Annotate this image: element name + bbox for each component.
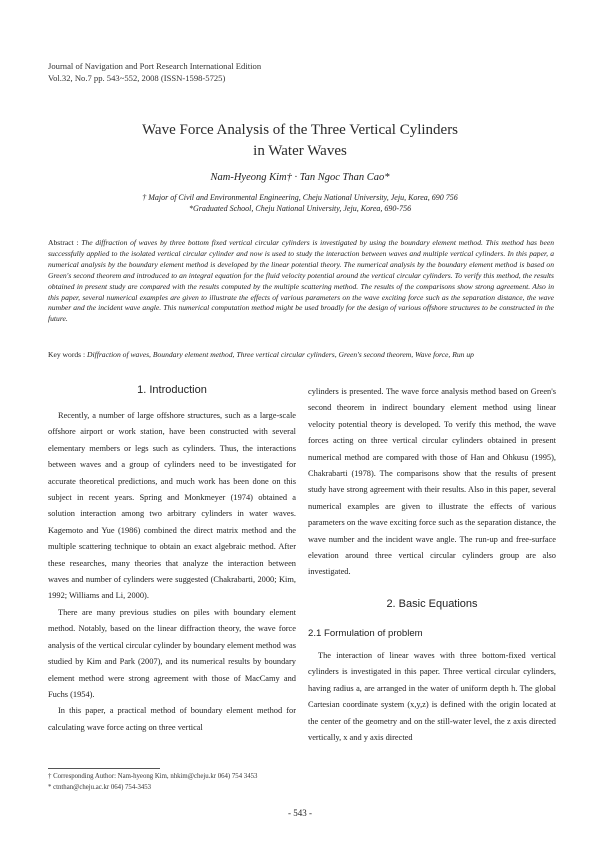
affiliation-2: *Graduated School, Cheju National University, Jeju, Korea, 690-756 xyxy=(188,204,412,213)
abstract-text: The diffraction of waves by three bottom fixed vertical circular cylinders is investigated by using the boundary element method. This method has been successfully applied to the isolated vertical circular cylinder and now is used to study the interaction between waves and multiple vertical cylinders. In this paper, a numerical analysis by the boundary element method is developed by the linear potential theory. The numerical analysis by the boundary element method is based on Green's second theorem and introduced to an integral equation for the fluid velocity potential around the vertical circular cylinders. To verify this method, the results obtained in present study are compared with the results computed by the multiple scattering method. The results of the comparisons show strong agreement. Also in this paper, several numerical examples are given to illustrate the effects of various parameters on the wave exciting force such as the separation distance, the wave number and the incident wave angle. This numerical computation method might be used broadly for the design of various offshore structures to be constructed in the future. xyxy=(48,238,554,324)
intro-continuation: cylinders is presented. The wave force analysis method based on Green's second theorem in indirect boundary element method using linear velocity potential theory is developed. To verify this method, the wave forces acting on three vertical circular cylinders obtained in present numerical method are compared with those of Han and Ohkusu (1995), Chakrabarti (1978). The comparisons show that the results of present study have strong agreement with their results. Also in this paper, several numerical examples are given to illustrate the effects of various parameters on the wave exciting force such as the separation distance, the wave number and the incident wave angle. The run-up and free-surface elevation around three vertical circular cylinders group are also investigated. xyxy=(308,387,556,577)
left-column xyxy=(48,408,296,736)
right-column-bottom xyxy=(308,648,556,746)
title-line-2: in Water Waves xyxy=(253,143,347,159)
section-heading-basic-equations: 2. Basic Equations xyxy=(386,598,478,610)
intro-paragraph-1: Recently, a number of large offshore structures, such as a large-scale offshore airport or work station, have been constructed with several elementary members or legs such as cylinders. Thus, the interactions between waves and a group of cylinders need to be investigated for accurate theoretical predictions, and much work has been done on this subject in recent years. Spring and Monkmeyer (1974) obtained a solution interaction among two arbitrary cylinders in water waves. Kagemoto and Yue (1986) combined the direct matrix method and the multiple scattering technique to obtain an exact algebraic method. After these researches, many theories that analyze the interaction between waves and number of cylinders were suggested (Chakrabarti, 2000; Kim, 1992; Williams and Li, 2000). xyxy=(48,411,296,601)
intro-paragraph-2: There are many previous studies on piles with boundary element method. Notably, based on the linear diffraction theory, the wave force analysis of the vertical circular cylinder by boundary element method was studied by Kim and Park (2007), and its numerical results by boundary element method were strong agreement with those of MacCamy and Fuchs (1954). xyxy=(48,607,296,699)
abstract xyxy=(48,238,554,325)
title-line-1: Wave Force Analysis of the Three Vertical Cylinders xyxy=(141,122,459,138)
formulation-paragraph: The interaction of linear waves with three bottom-fixed vertical cylinders is investigated in this paper. Three vertical circular cylinders, having radius a, are arranged in the water of uniform depth h. The global Cartesian coordinate system (x,y,z) is defined with the origin located at the center of the geometry and on the still-water level, the z axis directed vertically, x and y axis directed xyxy=(308,651,556,743)
affiliation-1: † Major of Civil and Environmental Engineering, Cheju National University, Jeju, Korea, 690 756 xyxy=(142,193,458,202)
journal-header xyxy=(48,60,261,84)
authors: Nam-Hyeong Kim† · Tan Ngoc Than Cao* xyxy=(210,172,390,183)
footnote-1: † Corresponding Author: Nam-hyeong Kim, nhkim@cheju.kr 064) 754 3453 xyxy=(48,773,258,780)
keywords-text: Diffraction of waves, Boundary element method, Three vertical circular cylinders, Green's second theorem, Wave force, Run up xyxy=(87,350,474,359)
footnotes xyxy=(48,771,257,793)
keywords xyxy=(48,350,558,361)
abstract-label: Abstract : xyxy=(48,238,82,247)
footnote-2: * ctnthan@cheju.ac.kr 064) 754-3453 xyxy=(48,784,152,791)
page-number: - 543 - xyxy=(288,808,312,818)
affiliations xyxy=(60,192,540,214)
paper-title xyxy=(60,120,540,162)
subsection-heading-formulation: 2.1 Formulation of problem xyxy=(308,628,423,639)
intro-paragraph-3: In this paper, a practical method of boundary element method for calculating wave force acting on three vertical xyxy=(48,706,296,732)
keywords-label: Key words : xyxy=(48,350,88,359)
right-column-top xyxy=(308,384,556,581)
journal-volume: Vol.32, No.7 pp. 543~552, 2008 (ISSN-1598-5725) xyxy=(48,73,226,83)
footnote-divider xyxy=(48,768,160,769)
section-heading-introduction: 1. Introduction xyxy=(137,384,207,396)
journal-name: Journal of Navigation and Port Research International Edition xyxy=(48,61,262,71)
